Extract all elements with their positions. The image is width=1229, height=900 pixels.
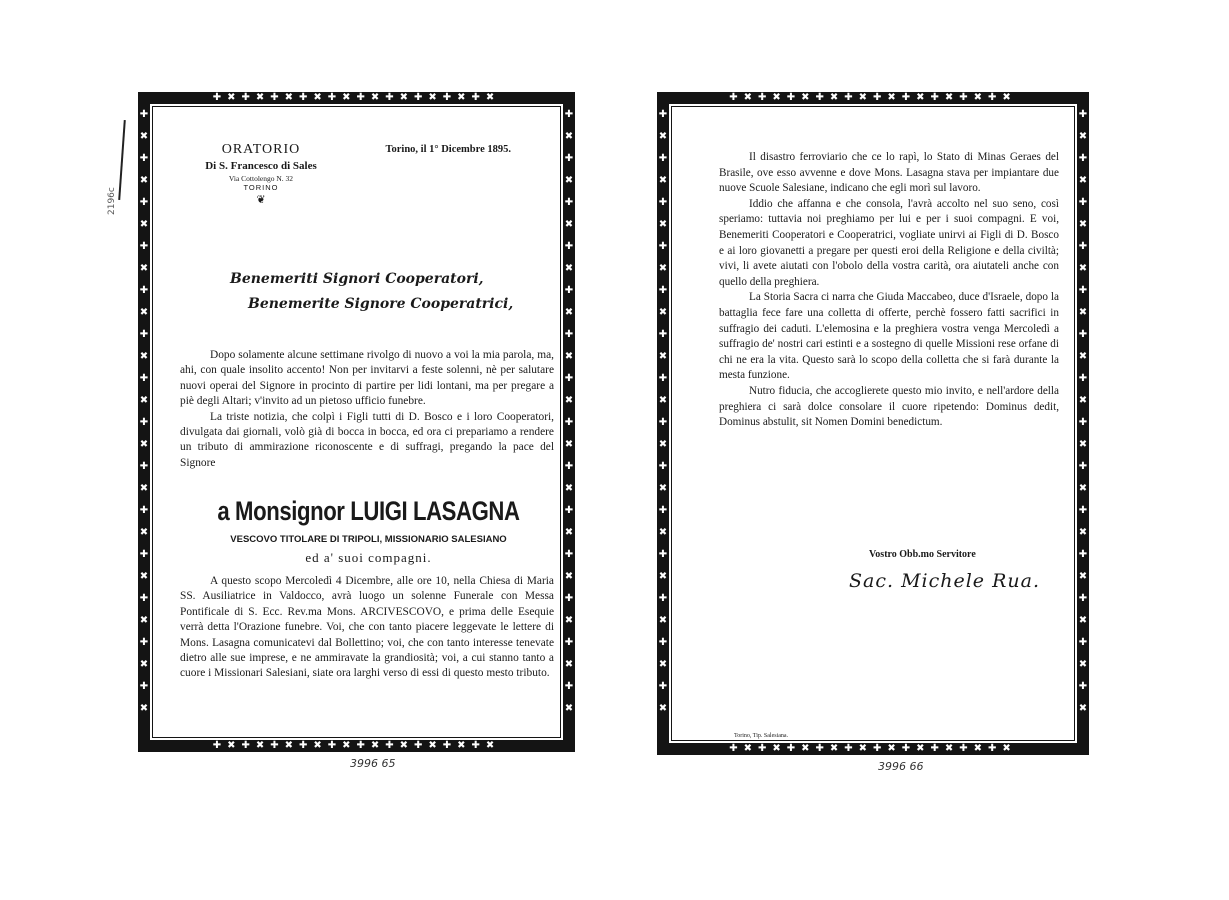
continuation-text bbox=[719, 150, 1059, 431]
honoree-name: a Monsignor LUIGI LASAGNA bbox=[217, 496, 520, 526]
letter-date: Torino, il 1° Dicembre 1895. bbox=[385, 144, 511, 155]
right-page bbox=[657, 92, 1089, 755]
letterhead-address: Via Cottolengo N. 32 bbox=[228, 174, 294, 183]
intro-text bbox=[180, 348, 554, 471]
left-page bbox=[138, 92, 575, 752]
intro-paragraph: La triste notizia, che colpì i Figli tutti di D. Bosco e i loro Cooperatori, divulgata dai giornali, volò già di bocca in bocca, ed ora ci prepariamo a rendere un tributo di ammirazione riconoscente e di suffragi, pregando la pace del Signore bbox=[180, 410, 554, 469]
ornamental-border-right: ✚✖✚✖✚✖✚✖✚✖✚✖✚✖✚✖✚✖✚✖✚✖✚✖✚✖✚✖ bbox=[564, 109, 574, 714]
ornamental-border-left: ✚✖✚✖✚✖✚✖✚✖✚✖✚✖✚✖✚✖✚✖✚✖✚✖✚✖✚✖ bbox=[658, 109, 668, 714]
intro-paragraph: Dopo solamente alcune settimane rivolgo di nuovo a voi la mia parola, ma, ahi, con quale insolito accento! Non per invitarvi a feste solenni, nè per salutare nuovi operai del Signore in procinto di partire per lidi lontani, ma per pregare a piè degli Altari; v'invito ad un pietoso ufficio funebre. bbox=[180, 349, 554, 408]
letterhead-org: ORATORIO bbox=[221, 142, 301, 157]
emblem-icon: ❦ bbox=[256, 194, 266, 206]
closing-line: Vostro Obb.mo Servitore bbox=[869, 549, 976, 560]
body-paragraph: Nutro fiducia, che accoglierete questo mio invito, e nell'ardore della preghiera ci sarà dolce consolare il cuore ripetendo: Dominus dedit, Dominus abstulit, sit Nomen Domini benedictum. bbox=[719, 384, 1059, 429]
ornamental-border-bottom: ✚✖✚✖✚✖✚✖✚✖✚✖✚✖✚✖✚✖✚✖ bbox=[212, 740, 501, 751]
margin-mark bbox=[118, 120, 126, 200]
body-paragraph: Il disastro ferroviario che ce lo rapì, lo Stato di Minas Geraes del Brasile, ove esso avvenne e dove Mons. Lasagna stava per impiantare due nuove Scuole Salesiane, indicano che egli morì sul lavoro. bbox=[719, 151, 1059, 195]
salutation-men: Benemeriti Signori Cooperatori, bbox=[230, 271, 484, 287]
funeral-paragraph: A questo scopo Mercoledì 4 Dicembre, alle ore 10, nella Chiesa di Maria SS. Ausiliatrice in Valdocco, avrà luogo un solenne Funerale con Messa Pontificale di S. Ecc. Rev.ma Mons. ARCIVESCOVO, e prima delle Esequie verrà detta l'Orazione funebre. Voi, che con tanto piacere leggevate le lettere di Mons. Lasagna comunicatevi dal Bollettino; voi, che con tanto interesse tenevate dietro alle sue imprese, e ne ammiravate la grandiosità; voi, a cui stanno tanto a cuore i Missionari Salesiani, siate ora larghi verso di essi di questo mesto tributo. bbox=[180, 575, 554, 680]
ornamental-border-right: ✚✖✚✖✚✖✚✖✚✖✚✖✚✖✚✖✚✖✚✖✚✖✚✖✚✖✚✖ bbox=[1078, 109, 1088, 714]
salutation-women: Benemerite Signore Cooperatrici, bbox=[248, 296, 514, 312]
funeral-text bbox=[180, 574, 554, 682]
letterhead-city: TORINO bbox=[243, 183, 279, 192]
archive-number-right: 3996 66 bbox=[878, 760, 924, 773]
ornamental-border-left: ✚✖✚✖✚✖✚✖✚✖✚✖✚✖✚✖✚✖✚✖✚✖✚✖✚✖✚✖ bbox=[139, 109, 149, 714]
body-paragraph: La Storia Sacra ci narra che Giuda Maccabeo, duce d'Israele, dopo la battaglia fece fare una colletta di offerte, perchè fossero fatti sacrifici in suffragio dei caduti. L'elemosina e la preghiera vostra venga Mercoledì a suffragio de' nostri cari estinti e a sostegno di quelle Missioni rese orfane di chi ne era la vita. Questo sarà lo scopo della colletta che si farà durante la mesta funzione. bbox=[719, 291, 1059, 382]
letterhead bbox=[186, 142, 336, 206]
printer-imprint: Torino, Tip. Salesiana. bbox=[734, 733, 789, 739]
honoree-title: VESCOVO TITOLARE DI TRIPOLI, MISSIONARIO SALESIANO bbox=[230, 534, 507, 545]
signature: Sac. Michele Rua. bbox=[849, 570, 1040, 592]
ornamental-border-top: ✚✖✚✖✚✖✚✖✚✖✚✖✚✖✚✖✚✖✚✖ bbox=[212, 92, 501, 103]
body-paragraph: Iddio che affanna e che consola, l'avrà accolto nel suo seno, così speriamo: tuttavia noi preghiamo per lui e per i suoi compagni. E voi, Benemeriti Cooperatori e Cooperatrici, vogliate unirvi ai Figli di D. Bosco e ai loro giovanetti a pregare per questi eroi della Religione e della civiltà; vivi, li avete aiutati con l'obolo della vostra carità, ora aiutateli anche con quello della preghiera. bbox=[719, 197, 1059, 288]
companions-line: ed a' suoi compagni. bbox=[305, 550, 432, 565]
archive-number-left: 3996 65 bbox=[350, 757, 396, 770]
ornamental-border-bottom: ✚✖✚✖✚✖✚✖✚✖✚✖✚✖✚✖✚✖✚✖ bbox=[729, 743, 1017, 754]
margin-note: 2196c bbox=[107, 187, 117, 215]
ornamental-border-top: ✚✖✚✖✚✖✚✖✚✖✚✖✚✖✚✖✚✖✚✖ bbox=[729, 92, 1017, 103]
letterhead-patron: Di S. Francesco di Sales bbox=[205, 160, 317, 172]
